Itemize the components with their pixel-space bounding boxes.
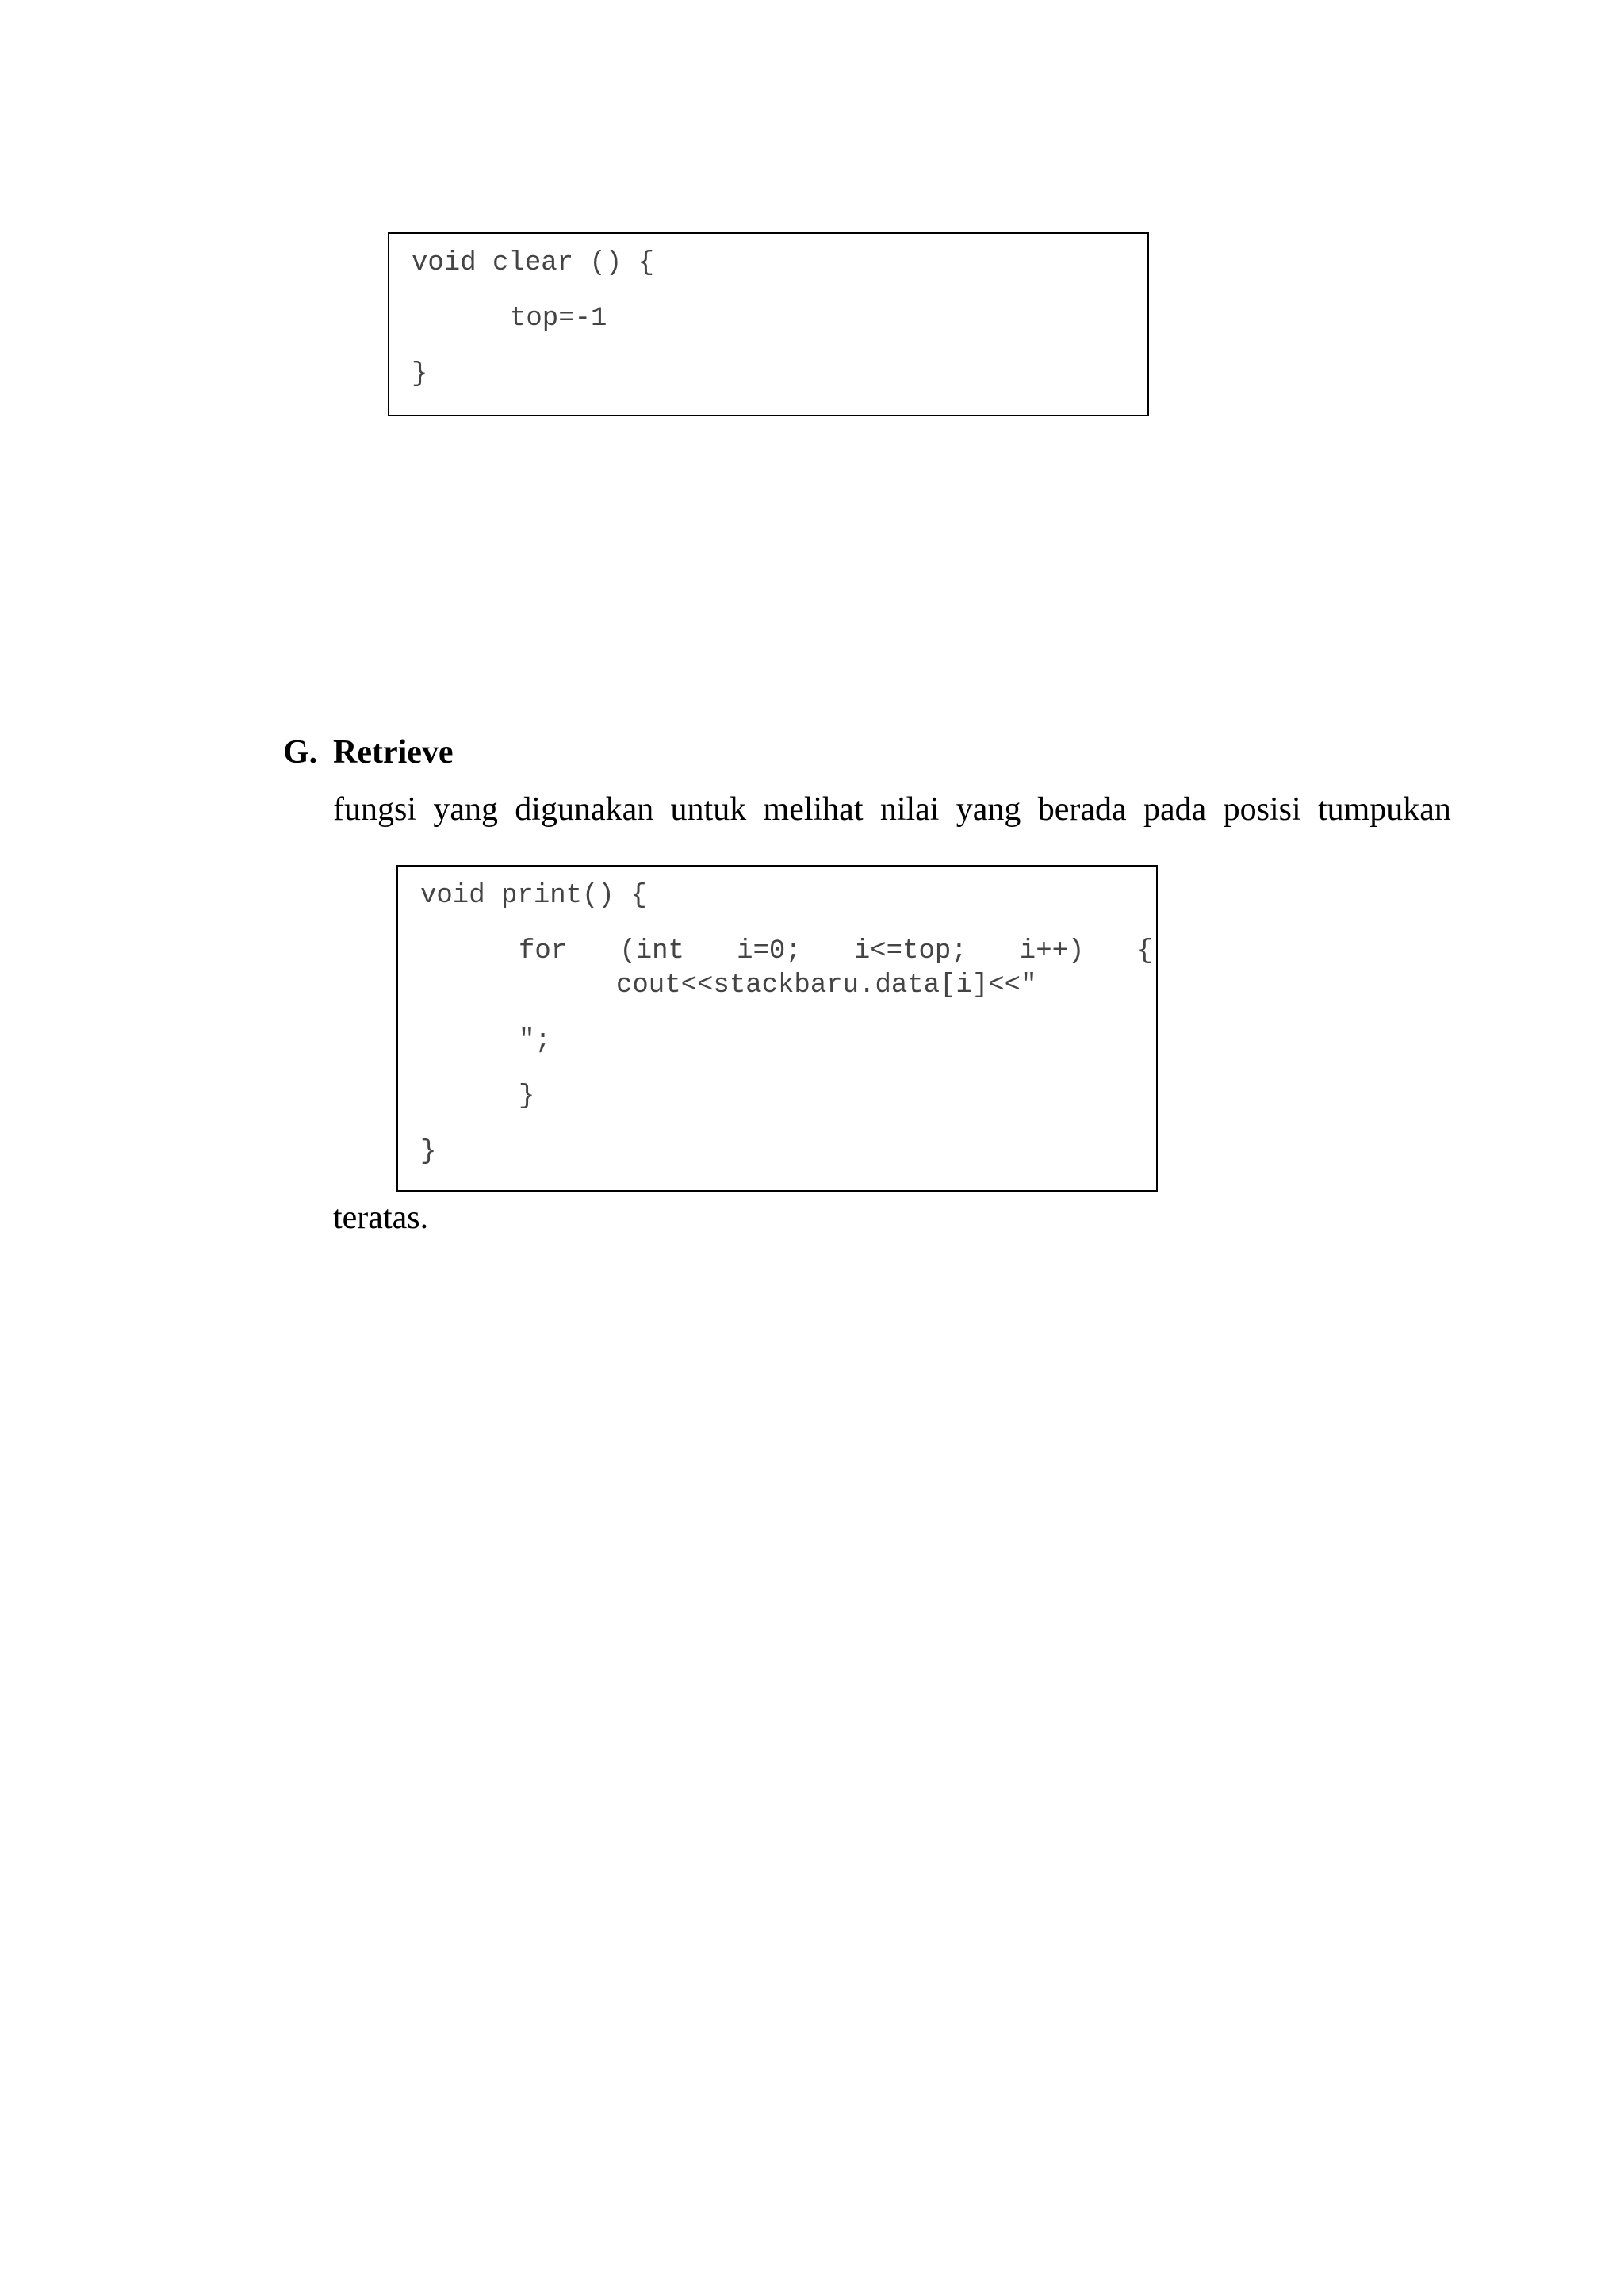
code-line: top=-1 — [510, 304, 607, 334]
code-line: } — [420, 1137, 437, 1167]
code-token: i<=top; — [853, 936, 967, 966]
paragraph-word: berada — [1037, 791, 1127, 828]
code-line: "; — [519, 1026, 551, 1056]
code-line — [519, 938, 1153, 965]
section-heading — [283, 736, 454, 769]
paragraph-line — [333, 793, 1451, 826]
code-token: for — [519, 936, 568, 966]
code-line: } — [519, 1081, 535, 1112]
paragraph-word: yang — [433, 791, 498, 828]
section-title: Retrieve — [333, 734, 454, 771]
paragraph-word: melihat — [763, 791, 864, 828]
code-token: { — [1136, 936, 1153, 966]
paragraph-word: posisi — [1223, 791, 1301, 828]
paragraph-word: untuk — [670, 791, 747, 828]
code-token: (int — [619, 936, 684, 966]
code-token: i++) — [1019, 936, 1085, 966]
paragraph-word: digunakan — [515, 791, 654, 828]
paragraph-word: tumpukan — [1317, 791, 1451, 828]
code-line: void clear () { — [412, 248, 655, 278]
paragraph-word: yang — [956, 791, 1021, 828]
paragraph-word: nilai — [879, 791, 940, 828]
code-line: cout<<stackbaru.data[i]<<" — [616, 970, 1037, 1001]
code-line: } — [412, 359, 428, 389]
code-block-clear — [388, 232, 1149, 416]
code-token: i=0; — [737, 936, 802, 966]
paragraph-end: teratas. — [333, 1200, 429, 1236]
paragraph-word: pada — [1143, 791, 1207, 828]
paragraph-word: fungsi — [333, 791, 416, 828]
code-block-print — [396, 865, 1158, 1192]
code-line: void print() { — [420, 881, 647, 911]
section-letter: G. — [283, 734, 318, 771]
